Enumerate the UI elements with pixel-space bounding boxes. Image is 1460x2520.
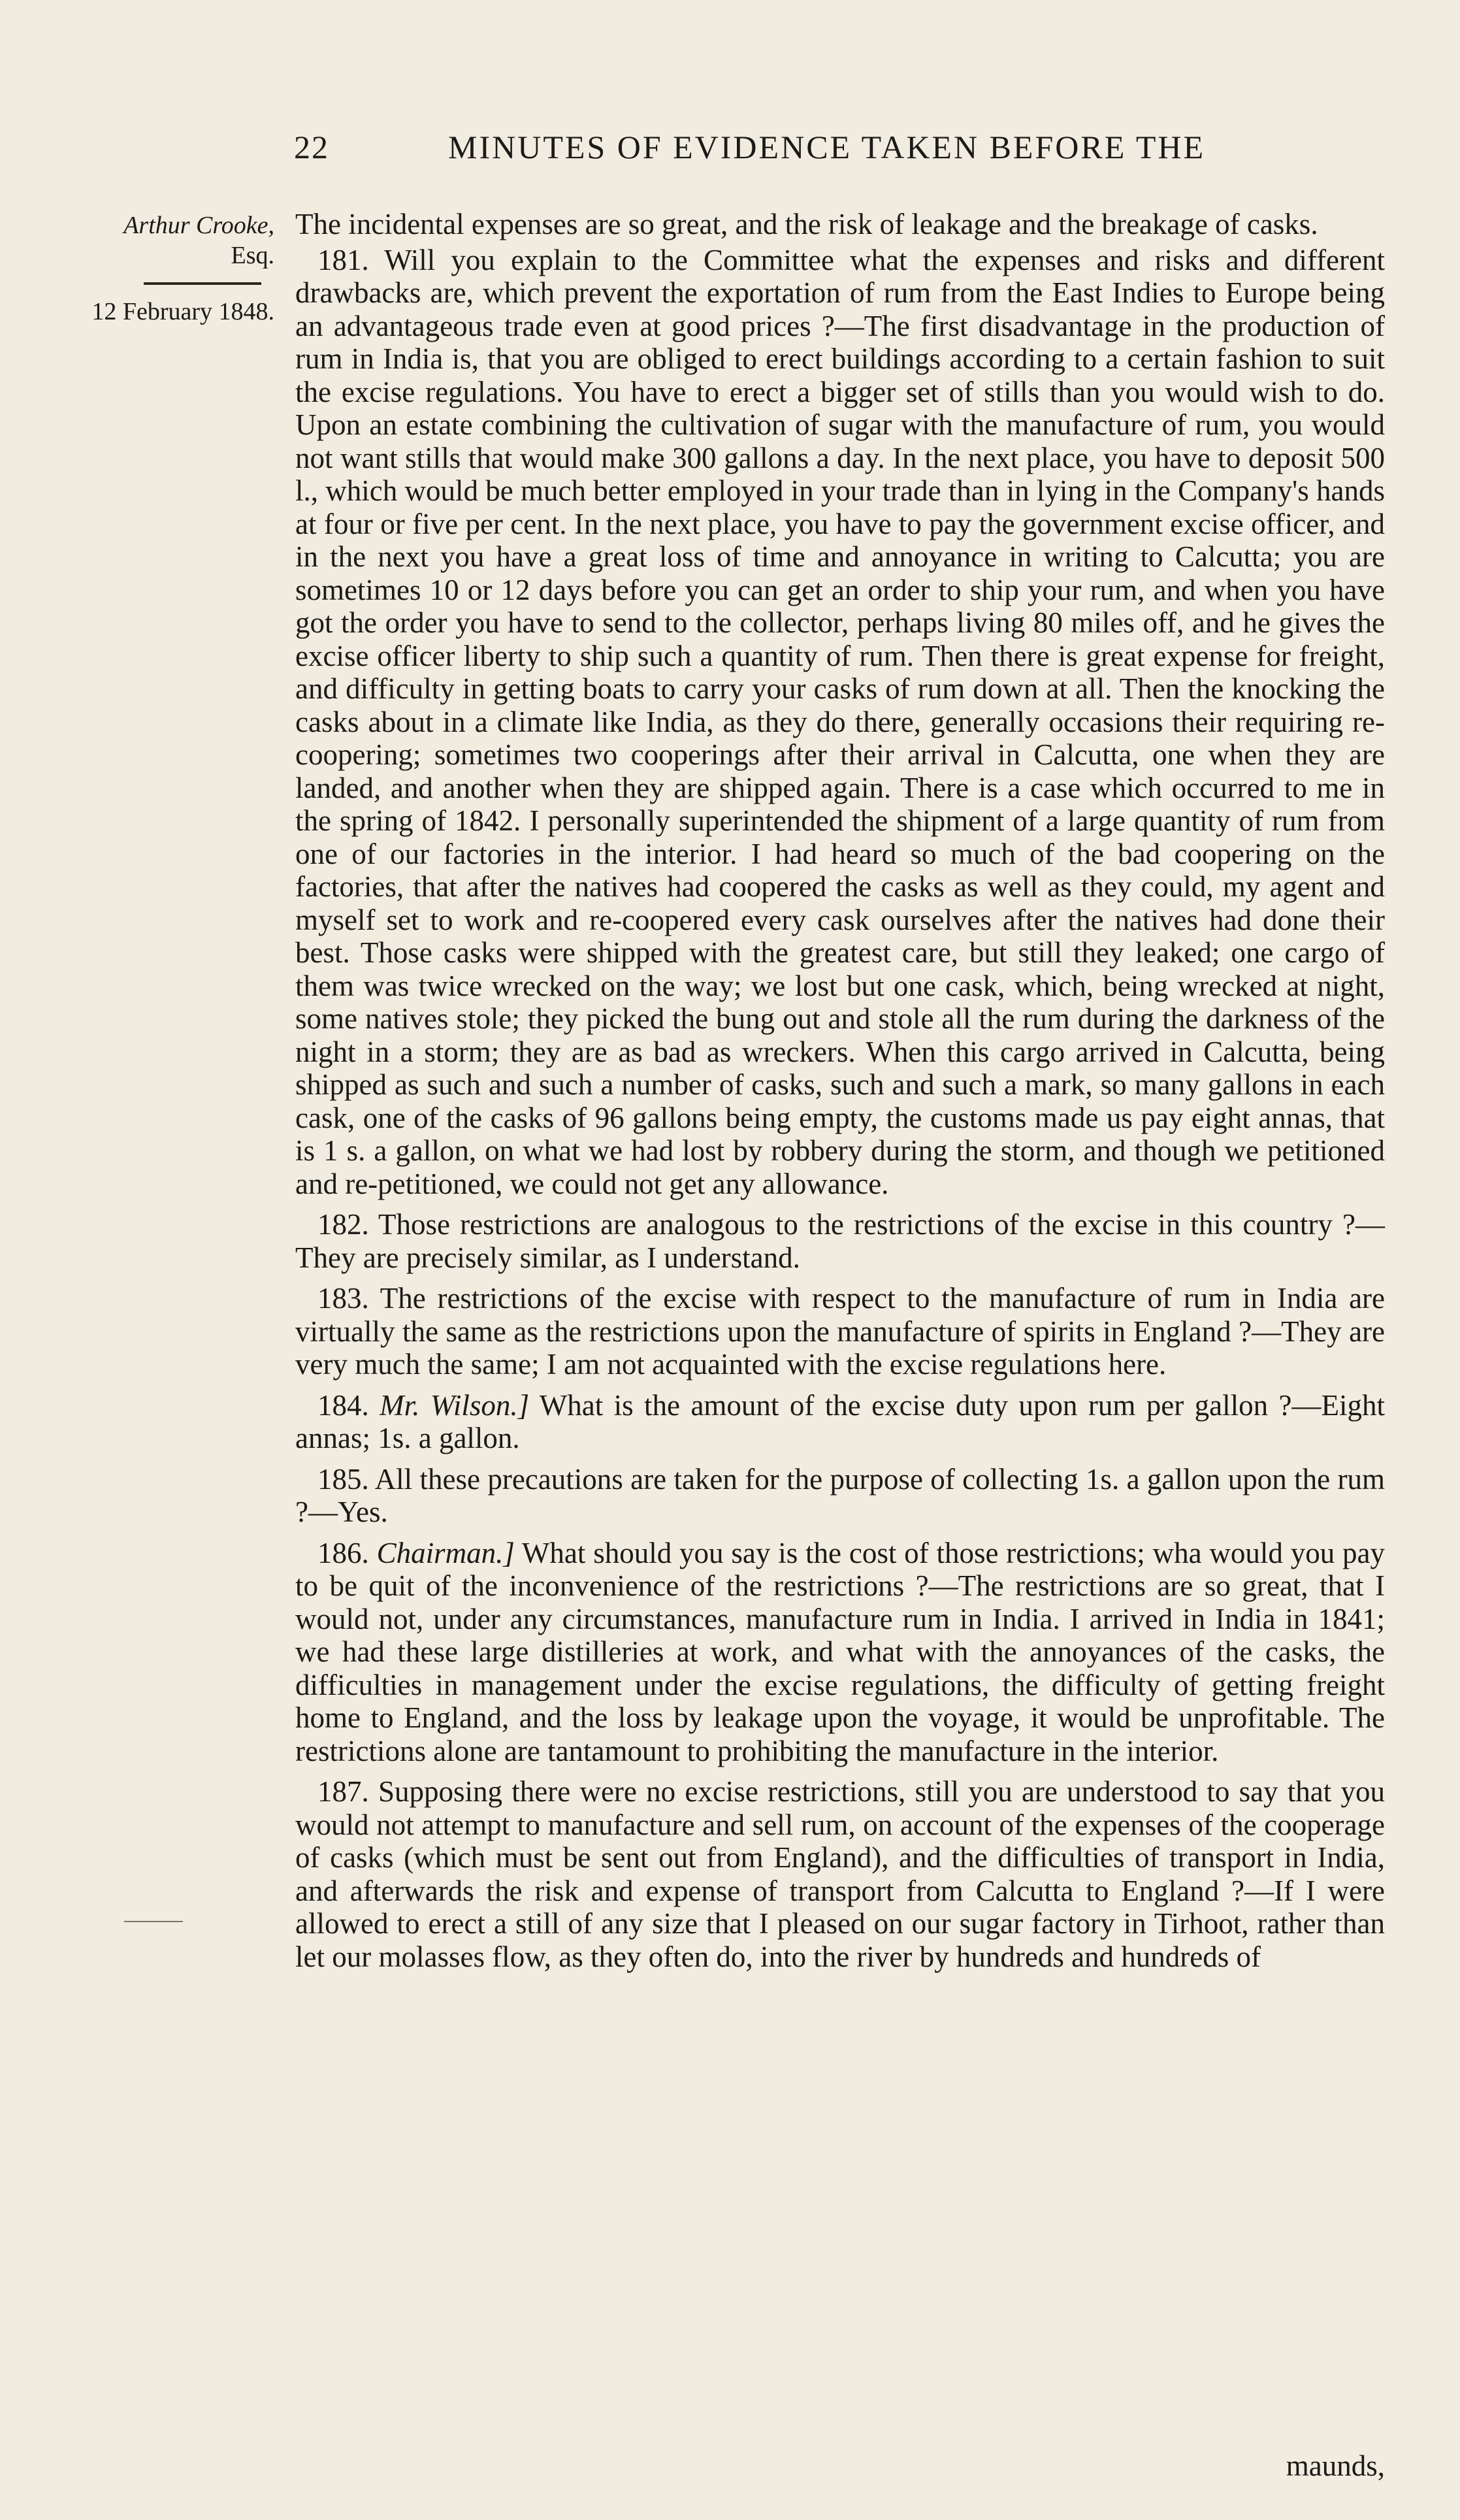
- question-number: 186.: [317, 1536, 369, 1569]
- question-183: [295, 1282, 1385, 1381]
- body-text: [295, 208, 1385, 1981]
- questioner: Mr. Wilson.]: [380, 1388, 530, 1422]
- question-number: 183.: [317, 1282, 369, 1315]
- catchword: maunds,: [1286, 2449, 1385, 2482]
- question-185: [295, 1463, 1385, 1529]
- question-text: Will you explain to the Committee what the expenses and risks and different drawbacks are, which prevent the exportation of rum from the East Indies to Europe being an advantageous trade even at good prices ?—The first disadvantage in the production of rum in India is, that you are obliged to erect buildings according to a certain fashion to suit the excise regulations. You have to erect a bigger set of stills than you would wish to do. Upon an estate combining the cultivation of sugar with the manufacture of rum, you would not want stills that would make 300 gallons a day. In the next place, you have to deposit 500 l., which would be much better employed in your trade than in lying in the Company's hands at four or five per cent. In the next place, you have to pay the government excise officer, and in the next you have a great loss of time and annoyance in writing to Calcutta; you are sometimes 10 or 12 days before you can get an order to ship your rum, and when you have got the order you have to send to the collector, perhaps living 80 miles off, and he gives the excise officer liberty to ship such a quantity of rum. Then there is great expense for freight, and difficulty in getting boats to carry your casks of rum down at all. Then the knocking the casks about in a climate like India, as they do there, generally occasions their requiring re-coopering; sometimes two cooperings after their arrival in Calcutta, one when they are landed, and another when they are shipped again. There is a case which occurred to me in the spring of 1842. I personally superintended the shipment of a large quantity of rum from one of our factories in the interior. I had heard so much of the bad coopering on the factories, that after the natives had coopered the casks as well as they could, my agent and myself set to work and re-coopered every cask ourselves after the natives had done their best. Those casks were shipped with the greatest care, but still they leaked; one cargo of them was twice wrecked on the way; we lost but one cask, which, being wrecked at night, some natives stole; they picked the bung out and stole all the rum during the darkness of the night in a storm; they are as bad as wreckers. When this cargo arrived in Calcutta, being shipped as such and such a number of casks, such and such a mark, so many gallons in each cask, one of the casks of 96 gallons being empty, the customs made us pay eight annas, that is 1 s. a gallon, on what we had lost by robbery during the storm, and though we petitioned and re-petitioned, we could not get any allowance.: [295, 243, 1385, 1200]
- question-186: [295, 1537, 1385, 1768]
- page-header: [294, 128, 1385, 174]
- question-number: 185.: [317, 1462, 369, 1496]
- question-text: Those restrictions are analogous to the restrictions of the excise in this country ?—They are precisely similar, as I understand.: [295, 1208, 1385, 1274]
- margin-note: [59, 210, 274, 327]
- question-184: [295, 1389, 1385, 1455]
- page-number: 22: [294, 129, 329, 165]
- question-187: [295, 1775, 1385, 1973]
- question-text: What is the amount of the excise duty upon rum per gallon ?—Eight annas; 1s. a gallon.: [295, 1388, 1385, 1454]
- witness-title: Esq.: [231, 242, 274, 269]
- continuation-paragraph: The incidental expenses are so great, and the risk of leakage and the breakage of casks.: [295, 208, 1318, 240]
- question-text: The restrictions of the excise with respect to the manufacture of rum in India are virtually the same as the restrictions upon the manufacture of spirits in England ?—They are very much the same; I am not acquainted with the excise regulations here.: [295, 1282, 1385, 1381]
- questioner: Chairman.]: [376, 1536, 515, 1569]
- question-number: 187.: [317, 1775, 369, 1808]
- question-181: [295, 244, 1385, 1201]
- question-182: [295, 1208, 1385, 1274]
- stray-mark: [124, 1921, 183, 1922]
- testimony-date: 12 February 1848.: [91, 298, 274, 325]
- margin-rule: [144, 282, 261, 285]
- witness-name: Arthur Crooke,: [123, 212, 274, 239]
- question-text: What should you say is the cost of those restrictions; wha would you pay to be quit of the inconvenience of the restrictions ?—The restrictions are so great, that I would not, under any circumstances, manufacture rum in India. I arrived in India in 1841; we had these large distilleries at work, and what with the annoyances of the casks, the difficulties in management under the excise regulations, the difficulty of getting freight home to England, and the loss by leakage upon the voyage, it would be unprofitable. The restrictions alone are tantamount to prohibiting the manufacture in the interior.: [295, 1536, 1386, 1767]
- question-text: Supposing there were no excise restrictions, still you are understood to say that you would not attempt to manufacture and sell rum, on account of the expenses of the cooperage of casks (which must be sent out from England), and the difficulties of transport in India, and afterwards the risk and expense of transport from Calcutta to England ?—If I were allowed to erect a still of any size that I pleased on our sugar factory in Tirhoot, rather than let our molasses flow, as they often do, into the river by hundreds and hundreds of: [295, 1775, 1386, 1973]
- question-text: All these precautions are taken for the purpose of collecting 1s. a gallon upon the rum ?—Yes.: [295, 1462, 1385, 1528]
- question-number: 181.: [317, 243, 369, 276]
- question-number: 182.: [317, 1208, 369, 1241]
- question-number: 184.: [317, 1388, 369, 1422]
- running-title: MINUTES OF EVIDENCE TAKEN BEFORE THE: [448, 129, 1206, 165]
